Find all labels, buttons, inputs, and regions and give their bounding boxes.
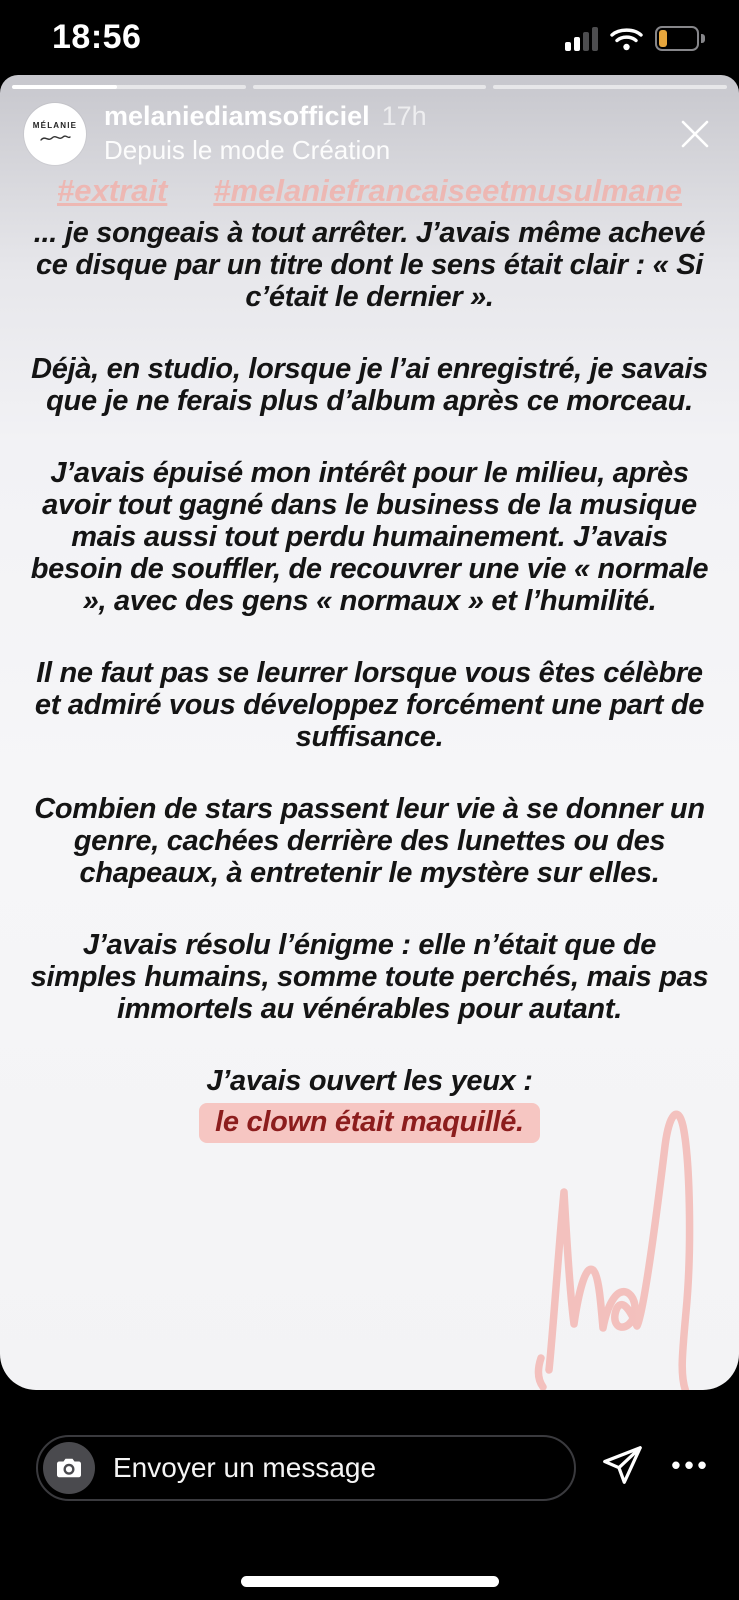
progress-segment xyxy=(493,85,727,89)
avatar[interactable] xyxy=(24,103,86,165)
story-paragraph: J’avais résolu l’énigme : elle n’était que de simples humains, somme toute perchés, mais pas immortels au vénérables pour autant. xyxy=(30,929,709,1025)
status-bar xyxy=(0,0,739,75)
camera-button[interactable] xyxy=(43,1442,95,1494)
closing-line: J’avais ouvert les yeux : xyxy=(206,1065,533,1097)
highlighted-closing-line: le clown était maquillé. xyxy=(199,1103,540,1143)
paper-plane-icon xyxy=(599,1442,645,1488)
story-header xyxy=(24,101,721,166)
avatar-signature-scribble xyxy=(38,132,72,146)
hashtag-link[interactable]: #extrait xyxy=(57,173,168,208)
username[interactable]: melaniediamsofficiel xyxy=(104,101,370,131)
story-paragraph: Il ne faut pas se leurrer lorsque vous êtes célèbre et admiré vous développez forcément une part de suffisance. xyxy=(34,657,705,753)
story-paragraph: Combien de stars passent leur vie à se donner un genre, cachées derrière des lunettes ou des chapeaux, à entretenir le mystère sur elles. xyxy=(34,793,705,889)
story-card[interactable] xyxy=(0,75,739,1390)
progress-segment xyxy=(253,85,487,89)
avatar-label: MÉLANIE xyxy=(32,121,78,130)
battery-icon xyxy=(655,26,705,51)
story-composer xyxy=(0,1390,739,1600)
wifi-icon xyxy=(610,26,643,51)
story-paragraphs xyxy=(28,217,711,1025)
home-indicator[interactable] xyxy=(241,1576,499,1587)
story-source-label: Depuis le mode Création xyxy=(104,135,391,165)
story-text xyxy=(28,217,711,1143)
cellular-signal-icon xyxy=(565,27,598,51)
progress-segment xyxy=(12,85,246,89)
battery-low-fill xyxy=(659,30,667,47)
close-button[interactable] xyxy=(669,108,721,160)
story-paragraph: J’avais épuisé mon intérêt pour le milieu, après avoir tout gagné dans le business de la musique mais aussi tout perdu humainement. J’avais besoin de souffler, de recouvrer une vie « normale », avec des gens « normaux » et l’humilité. xyxy=(30,457,709,617)
message-input[interactable] xyxy=(113,1452,574,1484)
story-paragraph: ... je songeais à tout arrêter. J’avais même achevé ce disque par un titre dont le sens était clair : « Si c’était le dernier ». xyxy=(33,217,706,313)
story-progress-bar xyxy=(12,85,727,89)
message-pill[interactable] xyxy=(36,1435,576,1501)
camera-icon xyxy=(54,1453,84,1483)
story-timestamp: 17h xyxy=(381,101,427,131)
share-button[interactable] xyxy=(594,1434,650,1496)
more-options-button[interactable]: ••• xyxy=(671,1449,711,1480)
hashtag-list xyxy=(0,173,739,209)
close-icon xyxy=(673,112,717,156)
clock: 18:56 xyxy=(52,18,142,56)
story-paragraph: Déjà, en studio, lorsque je l’ai enregistré, je savais que je ne ferais plus d’album après ce morceau. xyxy=(31,353,708,417)
hashtag-link[interactable]: #melaniefrancaiseetmusulmane xyxy=(213,173,682,208)
